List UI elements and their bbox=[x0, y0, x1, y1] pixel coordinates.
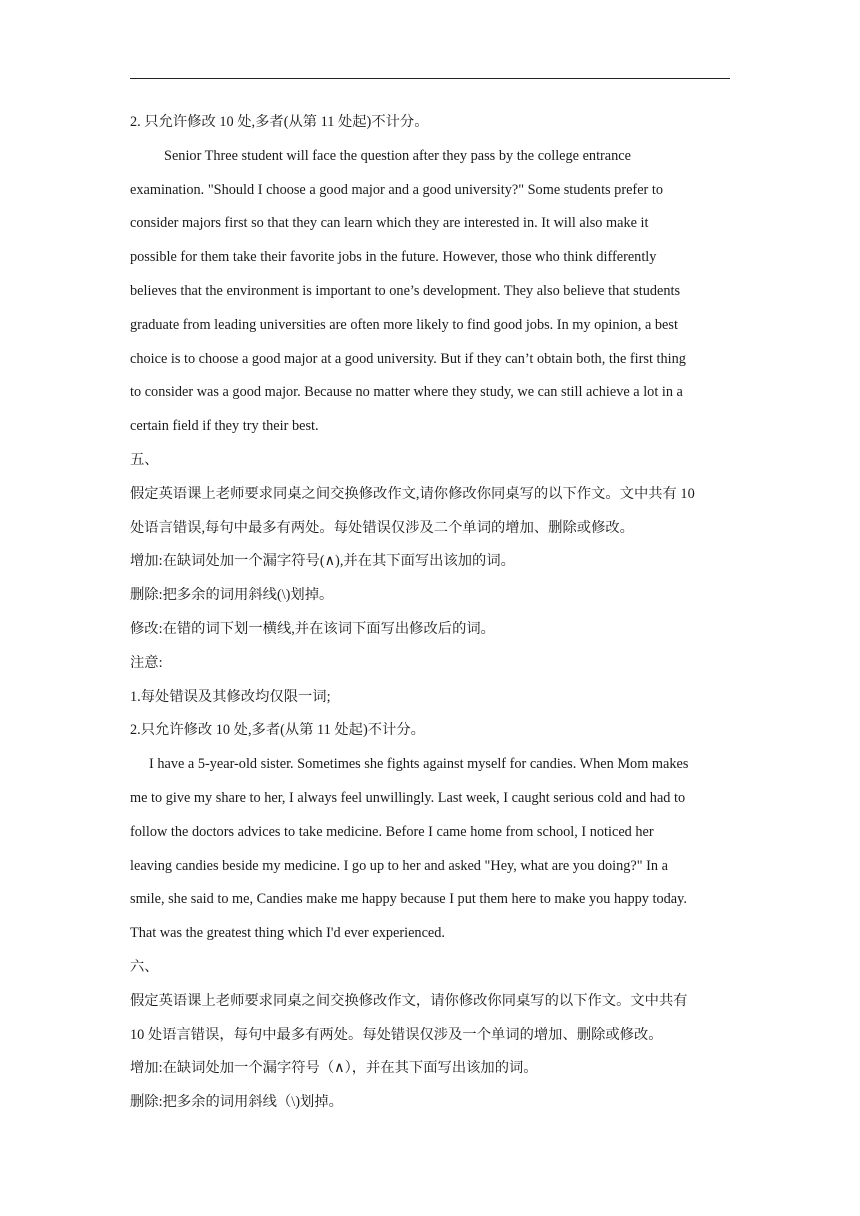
essay-line: That was the greatest thing which I'd ever experienced. bbox=[130, 925, 445, 942]
instruction-line: 增加:在缺词处加一个漏字符号(∧),并在其下面写出该加的词。 bbox=[130, 553, 515, 570]
instruction-line: 1.每处错误及其修改均仅限一词; bbox=[130, 688, 331, 705]
header-rule bbox=[130, 78, 730, 79]
instruction-line: 删除:把多余的词用斜线（\)划掉。 bbox=[130, 1094, 343, 1111]
essay-line: smile, she said to me, Candies make me happy because I put them here to make you happy today. bbox=[130, 891, 687, 908]
rule-item-2: 2. 只允许修改 10 处,多者(从第 11 处起)不计分。 bbox=[130, 114, 429, 130]
document-body bbox=[130, 106, 730, 1120]
instruction-line: 10 处语言错误，每句中最多有两处。每处错误仅涉及一个单词的增加、删除或修改。 bbox=[130, 1026, 663, 1043]
section-5-instructions bbox=[130, 478, 730, 748]
essay-line: I have a 5-year-old sister. Sometimes she fights against myself for candies. When Mom makes bbox=[149, 756, 689, 773]
section-6-instructions bbox=[130, 985, 730, 1120]
essay-paragraph-1 bbox=[130, 140, 730, 444]
instruction-line: 注意: bbox=[130, 654, 163, 671]
essay-line: consider majors first so that they can learn which they are interested in. It will also make it bbox=[130, 215, 649, 232]
instruction-line: 修改:在错的词下划一横线,并在该词下面写出修改后的词。 bbox=[130, 620, 495, 637]
section-heading-6: 六、 bbox=[130, 958, 159, 975]
essay-paragraph-2 bbox=[130, 748, 730, 951]
essay-line: possible for them take their favorite jobs in the future. However, those who think differently bbox=[130, 249, 657, 266]
section-heading-5: 五、 bbox=[130, 451, 159, 468]
essay-line: me to give my share to her, I always feel unwillingly. Last week, I caught serious cold and had to bbox=[130, 789, 686, 806]
essay-line: follow the doctors advices to take medicine. Before I came home from school, I noticed her bbox=[130, 823, 654, 840]
instruction-line: 假定英语课上老师要求同桌之间交换修改作文，请你修改你同桌写的以下作文。文中共有 bbox=[130, 992, 688, 1009]
essay-line: Senior Three student will face the question after they pass by the college entrance bbox=[164, 147, 631, 164]
instruction-line: 增加:在缺词处加一个漏字符号（∧），并在其下面写出该加的词。 bbox=[130, 1060, 538, 1077]
essay-line: examination. "Should I choose a good major and a good university?" Some students prefer to bbox=[130, 181, 663, 198]
essay-line: to consider was a good major. Because no matter where they study, we can still achieve a lot in a bbox=[130, 384, 683, 401]
essay-line: graduate from leading universities are often more likely to find good jobs. In my opinion, a best bbox=[130, 316, 678, 333]
essay-line: leaving candies beside my medicine. I go up to her and asked "Hey, what are you doing?" In a bbox=[130, 857, 668, 874]
instruction-line: 2.只允许修改 10 处,多者(从第 11 处起)不计分。 bbox=[130, 722, 425, 739]
essay-line: choice is to choose a good major at a good university. But if they can’t obtain both, the first thing bbox=[130, 350, 686, 367]
instruction-line: 假定英语课上老师要求同桌之间交换修改作文,请你修改你同桌写的以下作文。文中共有 10 bbox=[130, 485, 695, 502]
essay-line: believes that the environment is important to one’s development. They also believe that students bbox=[130, 282, 681, 299]
instruction-line: 删除:把多余的词用斜线(\)划掉。 bbox=[130, 587, 334, 604]
instruction-line: 处语言错误,每句中最多有两处。每处错误仅涉及二个单词的增加、删除或修改。 bbox=[130, 519, 634, 536]
essay-line: certain field if they try their best. bbox=[130, 418, 319, 435]
